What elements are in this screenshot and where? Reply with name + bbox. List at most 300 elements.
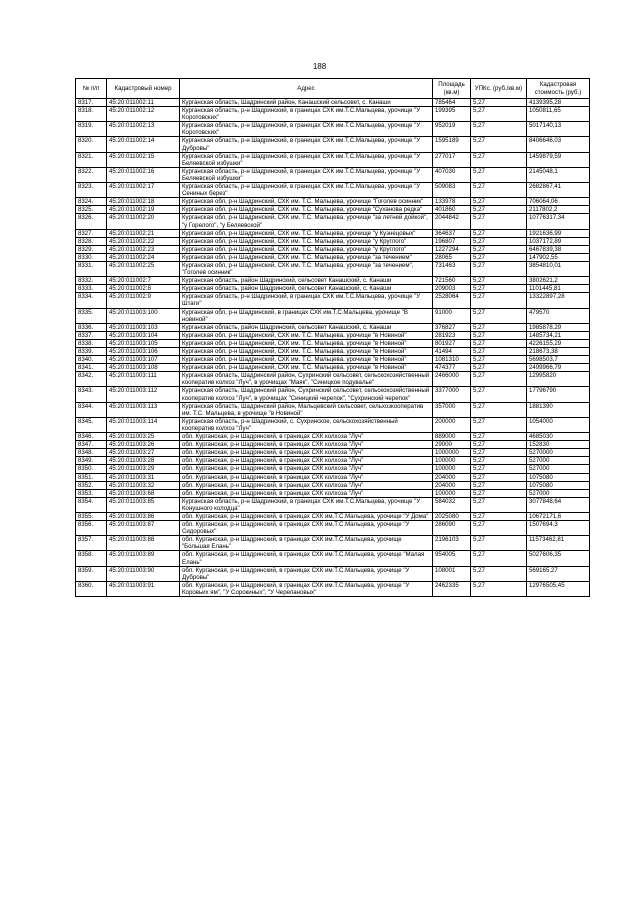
- cadastral-number: 45:20:011003:86: [107, 512, 180, 520]
- table-row: [76, 198, 590, 206]
- row-number: 8318.: [76, 107, 107, 122]
- upks: 5,27: [471, 457, 527, 465]
- table-row: [76, 387, 590, 402]
- row-number: 8336.: [76, 323, 107, 331]
- cadastral-number: 45:20:011002:17: [107, 183, 180, 198]
- row-number: 8323.: [76, 183, 107, 198]
- area: 286090: [433, 521, 471, 536]
- row-number: 8351.: [76, 473, 107, 481]
- upks: 5,27: [471, 261, 527, 276]
- area: 204000: [433, 481, 471, 489]
- area: 2462335: [433, 581, 471, 596]
- upks: 5,27: [471, 253, 527, 261]
- table-row: [76, 137, 590, 152]
- cadastral-cost: 4685030: [527, 433, 590, 441]
- address: Курганская обл, р-н Шадринский, СХК им. Т.С. Мальцева, урочище "Суханова редка": [180, 206, 433, 214]
- address: Курганская обл, р-н Шадринский, СХК им. Т.С. Мальцева, урочище "за течением": [180, 253, 433, 261]
- table-row: [76, 433, 590, 441]
- cadastral-cost: 5270000: [527, 449, 590, 457]
- row-number: 8335.: [76, 308, 107, 323]
- area: 584032: [433, 497, 471, 512]
- address: Курганская обл, р-н Шадринский, СХК им. Т.С. Мальцева, урочище "у Круглого": [180, 245, 433, 253]
- address: Курганская обл, р-н Шадринский, СХК им. Т.С. Мальцева, урочище "в Новиной": [180, 339, 433, 347]
- row-number: 8340.: [76, 356, 107, 364]
- address: обл. Курганская, р-н Шадринский, в границах СХК колхоза "Луч": [180, 457, 433, 465]
- row-number: 8327.: [76, 229, 107, 237]
- page-number: 188: [312, 62, 327, 71]
- row-number: 8329.: [76, 245, 107, 253]
- address: обл. Курганская, р-н Шадринский, в границах СХК колхоза "Луч": [180, 473, 433, 481]
- table-row: [76, 348, 590, 356]
- cadastral-number: 45:20:011003:104: [107, 331, 180, 339]
- table-row: [76, 449, 590, 457]
- upks: 5,27: [471, 339, 527, 347]
- row-number: 8342.: [76, 372, 107, 387]
- cadastral-number: 45:20:011002:19: [107, 206, 180, 214]
- cadastral-number: 45:20:011003:25: [107, 433, 180, 441]
- upks: 5,27: [471, 183, 527, 198]
- row-number: 8345.: [76, 417, 107, 432]
- table-row: [76, 566, 590, 581]
- table-row: [76, 107, 590, 122]
- cadastral-number: 45:20:011002:15: [107, 152, 180, 167]
- cadastral-number: 45:20:011002:21: [107, 229, 180, 237]
- cadastral-number: 45:20:011003:106: [107, 348, 180, 356]
- table-row: [76, 245, 590, 253]
- cadastral-number: 45:20:011002:12: [107, 107, 180, 122]
- header-address: Адрес: [180, 79, 433, 99]
- area: 28065: [433, 253, 471, 261]
- address: Курганская область, район Шадринский, сельсовет Канашский, с. Канаши: [180, 285, 433, 293]
- cadastral-number: 45:20:011003:26: [107, 441, 180, 449]
- cadastral-cost: 1881390: [527, 402, 590, 417]
- cadastral-number: 45:20:011003:28: [107, 457, 180, 465]
- table-row: [76, 152, 590, 167]
- area: 199395: [433, 107, 471, 122]
- address: Курганская область, Шадринский район, Сухринский сельсовет, сельскохозяйственный кооператив колхоз "Луч", в урочищах "Синицкий черепок", "Сухринский черепок": [180, 387, 433, 402]
- header-num: № п/п: [76, 79, 107, 99]
- table-row: [76, 551, 590, 566]
- area: 2196103: [433, 536, 471, 551]
- cadastral-cost: 1101445,81: [527, 285, 590, 293]
- header-area: Площадь (кв.м): [433, 79, 471, 99]
- row-number: 8353.: [76, 489, 107, 497]
- table-row: [76, 465, 590, 473]
- table-row: [76, 441, 590, 449]
- area: 364637: [433, 229, 471, 237]
- upks: 5,27: [471, 277, 527, 285]
- address: обл. Курганская, р-н Шадринский, в границах СХК им.Т.С.Мальцева, урочище "Большая Елань": [180, 536, 433, 551]
- address: обл. Курганская, р-н Шадринский, в границах СХК колхоза "Луч": [180, 465, 433, 473]
- table-row: [76, 293, 590, 308]
- cadastral-number: 45:20:011003:88: [107, 536, 180, 551]
- table-row: [76, 253, 590, 261]
- table-row: [76, 512, 590, 520]
- cadastral-number: 45:20:011003:68: [107, 489, 180, 497]
- upks: 5,27: [471, 285, 527, 293]
- cadastral-cost: 2682867,41: [527, 183, 590, 198]
- area: 1000000: [433, 449, 471, 457]
- address: обл. Курганская, р-н Шадринский, в границах СХК колхоза "Луч": [180, 441, 433, 449]
- cadastral-number: 45:20:011003:114: [107, 417, 180, 432]
- area: 1227294: [433, 245, 471, 253]
- cadastral-number: 45:20:011003:87: [107, 521, 180, 536]
- upks: 5,27: [471, 521, 527, 536]
- area: 41494: [433, 348, 471, 356]
- upks: 5,27: [471, 372, 527, 387]
- table-row: [76, 521, 590, 536]
- row-number: 8357.: [76, 536, 107, 551]
- cadastral-number: 45:20:011002:7: [107, 277, 180, 285]
- address: Курганская область, район Шадринский, сельсовет Канашский, с. Канаши: [180, 323, 433, 331]
- upks: 5,27: [471, 497, 527, 512]
- cadastral-cost: 527000: [527, 465, 590, 473]
- row-number: 8333.: [76, 285, 107, 293]
- cadastral-number: 45:20:011003:113: [107, 402, 180, 417]
- row-number: 8358.: [76, 551, 107, 566]
- row-number: 8355.: [76, 512, 107, 520]
- address: Курганская обл, р-н Шадринский, СХК им. Т.С. Мальцева, урочище "в Новиной": [180, 364, 433, 372]
- upks: 5,27: [471, 417, 527, 432]
- upks: 5,27: [471, 237, 527, 245]
- upks: 5,27: [471, 441, 527, 449]
- upks: 5,27: [471, 206, 527, 214]
- area: 2466000: [433, 372, 471, 387]
- cadastral-cost: 1075080: [527, 481, 590, 489]
- row-number: 8331.: [76, 261, 107, 276]
- address: Курганская область, Шадринский район, Канашский сельсовет, с. Канаши: [180, 99, 433, 107]
- upks: 5,27: [471, 308, 527, 323]
- upks: 5,27: [471, 465, 527, 473]
- cadastral-number: 45:20:011003:105: [107, 339, 180, 347]
- area: 2025080: [433, 512, 471, 520]
- table-row: [76, 489, 590, 497]
- area: 721560: [433, 277, 471, 285]
- upks: 5,27: [471, 245, 527, 253]
- address: Курганская область, р-н Шадринский, в границах СХК им.Т.С.Мальцева, урочище "У Сениных берез": [180, 183, 433, 198]
- area: 954005: [433, 551, 471, 566]
- address: Курганская область, р-н Шадринский, в границах СХК им.Т.С.Мальцева, урочище "У Дубровы": [180, 137, 433, 152]
- upks: 5,27: [471, 566, 527, 581]
- upks: 5,27: [471, 167, 527, 182]
- cadastral-cost: 569165,27: [527, 566, 590, 581]
- cadastral-cost: 11573462,81: [527, 536, 590, 551]
- area: 91000: [433, 308, 471, 323]
- cadastral-cost: 1054000: [527, 417, 590, 432]
- area: 3377000: [433, 387, 471, 402]
- header-cost: Кадастровая стоимость (руб.): [527, 79, 590, 99]
- address: Курганская обл, р-н Шадринский, СХК им. Т.С. Мальцева, урочище "у Круглого": [180, 237, 433, 245]
- cadastral-cost: 4226155,29: [527, 339, 590, 347]
- table-row: [76, 331, 590, 339]
- area: 2528064: [433, 293, 471, 308]
- cadastral-cost: 1507694,3: [527, 521, 590, 536]
- area: 133978: [433, 198, 471, 206]
- cadastral-cost: 4139395,28: [527, 99, 590, 107]
- area: 200000: [433, 417, 471, 432]
- cadastral-cost: 5027606,35: [527, 551, 590, 566]
- row-number: 8338.: [76, 339, 107, 347]
- cadastral-cost: 1485734,21: [527, 331, 590, 339]
- address: Курганская область, район Шадринский, сельсовет Канашский, с. Канаши: [180, 277, 433, 285]
- header-upks: УПКс. (руб./кв.м): [471, 79, 527, 99]
- area: 2044842: [433, 214, 471, 229]
- upks: 5,27: [471, 331, 527, 339]
- address: обл. Курганская, р-н Шадринский, в границах СХК колхоза "Луч": [180, 449, 433, 457]
- row-number: 8348.: [76, 449, 107, 457]
- upks: 5,27: [471, 473, 527, 481]
- cadastral-cost: 8406646,03: [527, 137, 590, 152]
- row-number: 8350.: [76, 465, 107, 473]
- upks: 5,27: [471, 198, 527, 206]
- address: обл. Курганская, р-н Шадринский, в границах СХК колхоза "Луч": [180, 489, 433, 497]
- area: 474377: [433, 364, 471, 372]
- cadastral-number: 45:20:011002:8: [107, 285, 180, 293]
- address: Курганская область, Шадринский район, Мальцевский сельсовет, сельхозкооператив им. Т.С. Мальцева, в урочище "в Новиной": [180, 402, 433, 417]
- header-cadastral: Кадастровый номер: [107, 79, 180, 99]
- cadastral-number: 45:20:011003:27: [107, 449, 180, 457]
- row-number: 8352.: [76, 481, 107, 489]
- cadastral-number: 45:20:011003:91: [107, 581, 180, 596]
- cadastral-number: 45:20:011002:16: [107, 167, 180, 182]
- upks: 5,27: [471, 449, 527, 457]
- cadastral-cost: 147902,55: [527, 253, 590, 261]
- table-header-row: [76, 79, 590, 99]
- upks: 5,27: [471, 99, 527, 107]
- cadastral-cost: 6467839,38: [527, 245, 590, 253]
- table-row: [76, 402, 590, 417]
- address: обл. Курганская, р-н Шадринский, в границах СХК им.Т.С.Мальцева, урочище "У Коровьих ям", "У Сорокиных", "У Черепановых": [180, 581, 433, 596]
- table-row: [76, 417, 590, 432]
- address: Курганская область, р-н Шадринский, в границах СХК им.Т.С.Мальцева, урочище "У Коротовских": [180, 107, 433, 122]
- cadastral-cost: 3854810,01: [527, 261, 590, 276]
- address: Курганская обл, р-н Шадринский, в границах СХК им.Т.С.Мальцева, урочище "В новиной": [180, 308, 433, 323]
- area: 1595189: [433, 137, 471, 152]
- address: Курганская обл, р-н Шадринский, СХК им. Т.С. Мальцева, урочище "за летней дойкой", "у Горелого", "у Беляевской": [180, 214, 433, 229]
- row-number: 8354.: [76, 497, 107, 512]
- row-number: 8359.: [76, 566, 107, 581]
- address: Курганская обл, р-н Шадринский, СХК им. Т.С. Мальцева, урочище "Гоголев осинник": [180, 198, 433, 206]
- cadastral-number: 45:20:011003:90: [107, 566, 180, 581]
- table-row: [76, 261, 590, 276]
- upks: 5,27: [471, 107, 527, 122]
- area: 204000: [433, 473, 471, 481]
- row-number: 8337.: [76, 331, 107, 339]
- row-number: 8347.: [76, 441, 107, 449]
- area: 209003: [433, 285, 471, 293]
- cadastral-cost: 10776317,34: [527, 214, 590, 229]
- area: 889000: [433, 433, 471, 441]
- cadastral-cost: 12976505,45: [527, 581, 590, 596]
- address: Курганская область, р-н Шадринский, в границах СХК им.Т.С.Мальцева, урочище "У Беляевской избушки": [180, 152, 433, 167]
- table-row: [76, 183, 590, 198]
- cadastral-number: 45:20:011003:31: [107, 473, 180, 481]
- cadastral-cost: 1459879,59: [527, 152, 590, 167]
- cadastral-number: 45:20:011002:13: [107, 122, 180, 137]
- area: 952019: [433, 122, 471, 137]
- table-row: [76, 364, 590, 372]
- upks: 5,27: [471, 581, 527, 596]
- upks: 5,27: [471, 489, 527, 497]
- cadastral-cost: 218673,38: [527, 348, 590, 356]
- cadastral-cost: 1985878,29: [527, 323, 590, 331]
- cadastral-cost: 1037172,89: [527, 237, 590, 245]
- table-body: [76, 99, 590, 597]
- table-row: [76, 99, 590, 107]
- table-row: [76, 206, 590, 214]
- upks: 5,27: [471, 214, 527, 229]
- cadastral-number: 45:20:011003:103: [107, 323, 180, 331]
- cadastral-number: 45:20:011003:112: [107, 387, 180, 402]
- address: Курганская обл, р-н Шадринский, СХК им. Т.С. Мальцева, урочище "у Кузнецовых": [180, 229, 433, 237]
- address: Курганская обл, р-н Шадринский, СХК им. Т.С. Мальцева, урочище "в Новиной": [180, 356, 433, 364]
- area: 1081310: [433, 356, 471, 364]
- row-number: 8334.: [76, 293, 107, 308]
- row-number: 8341.: [76, 364, 107, 372]
- address: обл. Курганская, р-н Шадринский, в границах СХК колхоза "Луч": [180, 433, 433, 441]
- cadastral-number: 45:20:011002:14: [107, 137, 180, 152]
- area: 407030: [433, 167, 471, 182]
- table-row: [76, 339, 590, 347]
- cadastral-number: 45:20:011002:24: [107, 253, 180, 261]
- cadastral-number: 45:20:011002:22: [107, 237, 180, 245]
- cadastral-number: 45:20:011002:25: [107, 261, 180, 276]
- row-number: 8326.: [76, 214, 107, 229]
- upks: 5,27: [471, 512, 527, 520]
- address: Курганская область, р-н Шадринский, в границах СХК им.Т.С.Мальцева, урочище "У Коротовских": [180, 122, 433, 137]
- cadastral-number: 45:20:011003:32: [107, 481, 180, 489]
- cadastral-number: 45:20:011003:108: [107, 364, 180, 372]
- address: Курганская обл, р-н Шадринский, СХК им. Т.С. Мальцева, урочище "в Новиной": [180, 331, 433, 339]
- table-row: [76, 323, 590, 331]
- cadastral-cost: 12995820: [527, 372, 590, 387]
- cadastral-cost: 1075080: [527, 473, 590, 481]
- address: Курганская область, Шадринский район, Сухринский сельсовет, сельскохозяйственный кооператив колхоз "Луч", в урочищах "Маяк", "Синицкое подувалье": [180, 372, 433, 387]
- upks: 5,27: [471, 348, 527, 356]
- row-number: 8322.: [76, 167, 107, 182]
- upks: 5,27: [471, 323, 527, 331]
- upks: 5,27: [471, 364, 527, 372]
- table-row: [76, 308, 590, 323]
- cadastral-cost: 1921636,99: [527, 229, 590, 237]
- table-row: [76, 536, 590, 551]
- table-row: [76, 277, 590, 285]
- area: 731463: [433, 261, 471, 276]
- row-number: 8321.: [76, 152, 107, 167]
- area: 100000: [433, 489, 471, 497]
- area: 801927: [433, 339, 471, 347]
- cadastral-cost: 10672171,6: [527, 512, 590, 520]
- table-row: [76, 356, 590, 364]
- table-row: [76, 214, 590, 229]
- area: 281923: [433, 331, 471, 339]
- row-number: 8356.: [76, 521, 107, 536]
- upks: 5,27: [471, 551, 527, 566]
- upks: 5,27: [471, 387, 527, 402]
- cadastral-cost: 17796790: [527, 387, 590, 402]
- area: 357000: [433, 402, 471, 417]
- upks: 5,27: [471, 536, 527, 551]
- cadastral-number: 45:20:011003:107: [107, 356, 180, 364]
- row-number: 8360.: [76, 581, 107, 596]
- cadastral-number: 45:20:011003:85: [107, 497, 180, 512]
- row-number: 8346.: [76, 433, 107, 441]
- upks: 5,27: [471, 481, 527, 489]
- cadastral-cost: 3802621,2: [527, 277, 590, 285]
- upks: 5,27: [471, 137, 527, 152]
- area: 196807: [433, 237, 471, 245]
- cadastral-number: 45:20:011002:9: [107, 293, 180, 308]
- area: 277017: [433, 152, 471, 167]
- upks: 5,27: [471, 229, 527, 237]
- cadastral-cost: 152830: [527, 441, 590, 449]
- area: 100000: [433, 457, 471, 465]
- cadastral-cost: 5017140,13: [527, 122, 590, 137]
- table-row: [76, 237, 590, 245]
- cadastral-number: 45:20:011002:18: [107, 198, 180, 206]
- cadastral-cost: 706064,06: [527, 198, 590, 206]
- table-row: [76, 457, 590, 465]
- table-row: [76, 481, 590, 489]
- upks: 5,27: [471, 356, 527, 364]
- address: обл. Курганская, р-н Шадринский, в границах СХК им.Т.С.Мальцева, урочище "У Дома": [180, 512, 433, 520]
- cadastral-number: 45:20:011003:100: [107, 308, 180, 323]
- cadastral-number: 45:20:011003:89: [107, 551, 180, 566]
- address: Курганская обл, р-н Шадринский, СХК им. Т.С. Мальцева, урочище "за течением", "Гоголев осинник": [180, 261, 433, 276]
- cadastral-number: 45:20:011003:111: [107, 372, 180, 387]
- address: Курганская обл, р-н Шадринский, СХК им. Т.С. Мальцева, урочище "в Новиной": [180, 348, 433, 356]
- row-number: 8320.: [76, 137, 107, 152]
- row-number: 8324.: [76, 198, 107, 206]
- address: обл. Курганская, р-н Шадринский, в границах СХК им.Т.С.Мальцева, урочище "У Сидоровых": [180, 521, 433, 536]
- address: Курганская область, р-н Шадринский, в границах СХК им.Т.С.Мальцева, урочище "У Конушного колодца": [180, 497, 433, 512]
- cadastral-cost: 527000: [527, 457, 590, 465]
- upks: 5,27: [471, 293, 527, 308]
- row-number: 8330.: [76, 253, 107, 261]
- table-row: [76, 229, 590, 237]
- row-number: 8344.: [76, 402, 107, 417]
- area: 376827: [433, 323, 471, 331]
- area: 509083: [433, 183, 471, 198]
- cadastral-cost: 1050811,65: [527, 107, 590, 122]
- row-number: 8319.: [76, 122, 107, 137]
- row-number: 8328.: [76, 237, 107, 245]
- table-row: [76, 167, 590, 182]
- row-number: 8325.: [76, 206, 107, 214]
- cadastral-cost: 2117802,2: [527, 206, 590, 214]
- cadastral-cost: 5698503,7: [527, 356, 590, 364]
- address: Курганская область, р-н Шадринский, с. Сухринское, сельскохозяйственный кооператив колхоз "Луч": [180, 417, 433, 432]
- upks: 5,27: [471, 433, 527, 441]
- table-row: [76, 372, 590, 387]
- cadastral-cost: 13322897,28: [527, 293, 590, 308]
- cadastral-number: 45:20:011002:11: [107, 99, 180, 107]
- cadastral-cost: 2145048,1: [527, 167, 590, 182]
- upks: 5,27: [471, 152, 527, 167]
- upks: 5,27: [471, 122, 527, 137]
- area: 401860: [433, 206, 471, 214]
- table-row: [76, 285, 590, 293]
- upks: 5,27: [471, 402, 527, 417]
- cadastral-cost: 527000: [527, 489, 590, 497]
- area: 29000: [433, 441, 471, 449]
- row-number: 8332.: [76, 277, 107, 285]
- row-number: 8317.: [76, 99, 107, 107]
- area: 108001: [433, 566, 471, 581]
- address: обл. Курганская, р-н Шадринский, в границах СХК колхоза "Луч": [180, 481, 433, 489]
- cadastral-number: 45:20:011002:20: [107, 214, 180, 229]
- cadastral-table: [75, 78, 590, 597]
